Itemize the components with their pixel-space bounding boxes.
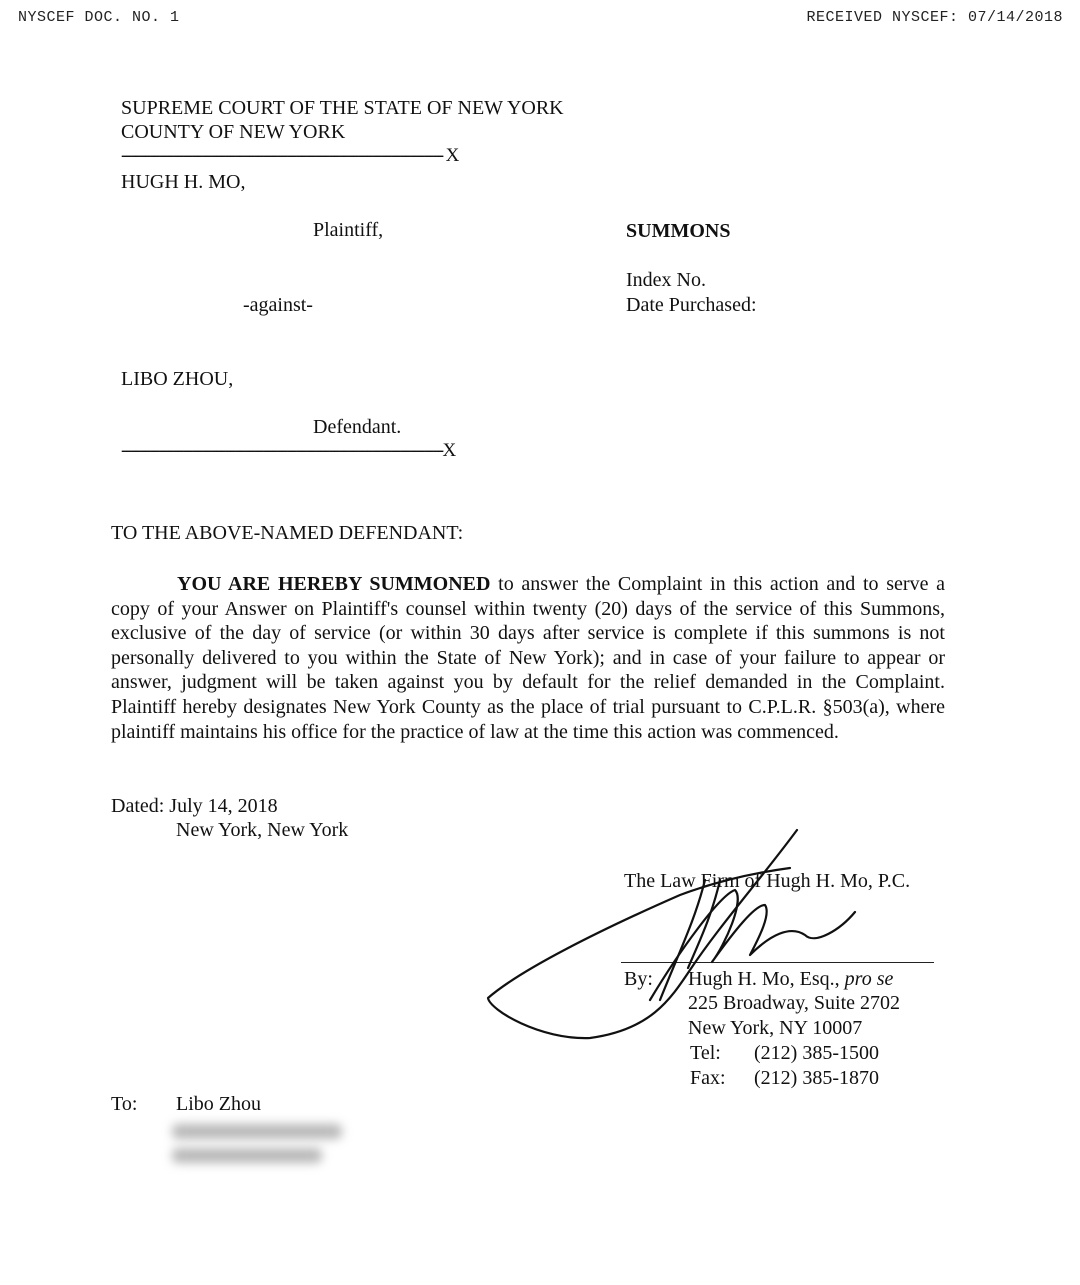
court-name: SUPREME COURT OF THE STATE OF NEW YORK	[121, 97, 564, 119]
dated-place: New York, New York	[176, 819, 349, 841]
against-label: -against-	[243, 294, 313, 316]
signature-line	[621, 962, 934, 963]
caption-rule-bottom: --------------------------------------------------------------------X	[121, 440, 455, 461]
address-line-2: New York, NY 10007	[688, 1017, 863, 1039]
caption-rule-top: -------------------------------------------------------------------- X	[121, 145, 458, 166]
addressee-line: TO THE ABOVE-NAMED DEFENDANT:	[111, 522, 464, 544]
summons-paragraph	[111, 572, 945, 744]
redacted-address-line-1	[172, 1124, 342, 1139]
to-label: To:	[111, 1093, 138, 1115]
plaintiff-role: Plaintiff,	[313, 219, 384, 241]
fax-number: (212) 385-1870	[754, 1067, 879, 1089]
index-number-label: Index No.	[626, 269, 706, 291]
defendant-name: LIBO ZHOU,	[121, 368, 234, 390]
tel-number: (212) 385-1500	[754, 1042, 879, 1064]
recipient-name: Libo Zhou	[176, 1093, 261, 1115]
dated-line: Dated: July 14, 2018	[111, 795, 278, 817]
summoned-phrase: YOU ARE HEREBY SUMMONED	[177, 573, 491, 595]
law-firm-name: The Law Firm of Hugh H. Mo, P.C.	[624, 870, 911, 892]
plaintiff-name: HUGH H. MO,	[121, 171, 246, 193]
address-line-1: 225 Broadway, Suite 2702	[688, 992, 901, 1014]
by-label: By:	[624, 968, 653, 990]
signer-name-text: Hugh H. Mo, Esq.,	[688, 968, 845, 990]
county-name: COUNTY OF NEW YORK	[121, 121, 346, 143]
defendant-role: Defendant.	[313, 416, 402, 438]
nyscef-doc-number: NYSCEF DOC. NO. 1	[18, 9, 180, 26]
pro-se-label: pro se	[844, 968, 894, 990]
fax-label: Fax:	[690, 1067, 726, 1089]
tel-label: Tel:	[690, 1042, 721, 1064]
nyscef-received-date: RECEIVED NYSCEF: 07/14/2018	[806, 9, 1063, 26]
summons-text: to answer the Complaint in this action and to serve a copy of your Answer on Plaintiff's counsel within twenty (20) days of the service of this Summons, exclusive of the day of service (or within 30 days after service is complete if this summons is not personally delivered to you within the State of New York); and in case of your failure to appear or answer, judgment will be taken against you by default for the relief demanded in the Complaint. Plaintiff hereby designates New York County as the place of trial pursuant to C.P.L.R. §503(a), where plaintiff maintains his office for the practice of law at the time this action was commenced.	[111, 573, 946, 743]
redacted-address-line-2	[172, 1148, 322, 1163]
date-purchased-label: Date Purchased:	[626, 294, 757, 316]
document-title: SUMMONS	[626, 220, 731, 242]
signer-name	[688, 967, 893, 991]
